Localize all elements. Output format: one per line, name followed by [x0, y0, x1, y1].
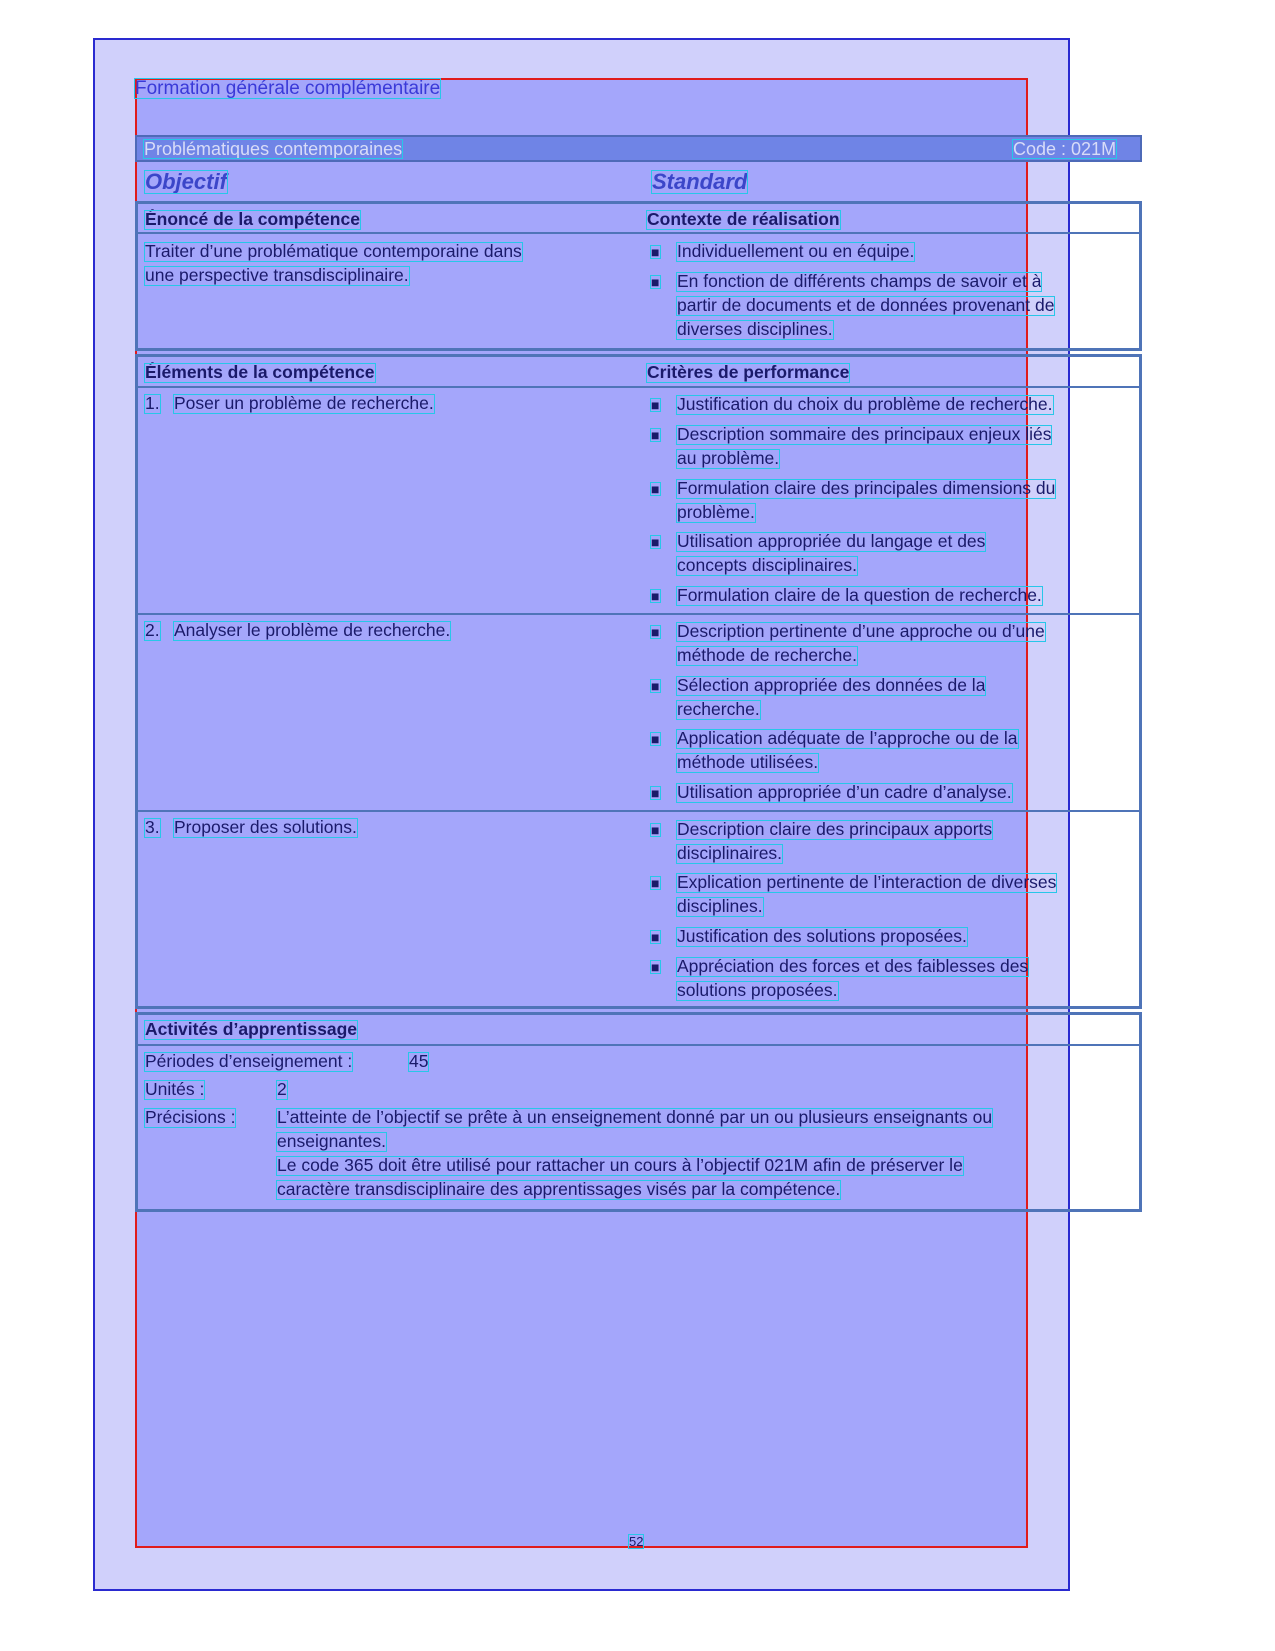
objective-heading: Objectif	[145, 169, 227, 194]
criterion: Formulation claire de la question de recherche.	[677, 585, 1042, 605]
criterion: solutions proposées.	[677, 980, 838, 1000]
activities-heading: Activités d’apprentissage	[145, 1019, 358, 1039]
precisions-label: Précisions :	[145, 1107, 236, 1127]
criterion: au problème.	[677, 448, 780, 468]
criterion: concepts disciplinaires.	[677, 555, 857, 575]
bullet-icon: ■	[651, 397, 660, 413]
criterion: Application adéquate de l’approche ou de la	[677, 728, 1018, 748]
periods-label: Périodes d’enseignement :	[145, 1051, 353, 1071]
criteria-heading: Critères de performance	[647, 362, 850, 382]
criterion: recherche.	[677, 699, 760, 719]
bullet-icon: ■	[651, 588, 660, 604]
bullet-icon: ■	[651, 731, 660, 747]
criterion: problème.	[677, 502, 755, 522]
subject-title: Problématiques contemporaines	[144, 139, 403, 159]
units-label: Unités :	[145, 1079, 205, 1099]
page-number: 52	[629, 1534, 644, 1549]
units-value: 2	[277, 1079, 287, 1099]
criterion: Utilisation appropriée d’un cadre d’analyse.	[677, 782, 1012, 802]
bullet-icon: ■	[651, 481, 660, 497]
criterion: Utilisation appropriée du langage et des	[677, 531, 986, 551]
criterion: disciplinaires.	[677, 843, 783, 863]
competence-text-line: une perspective transdisciplinaire.	[145, 265, 409, 285]
context-item: diverses disciplines.	[677, 319, 833, 339]
bullet-icon: ■	[651, 427, 660, 443]
bullet-icon: ■	[651, 678, 660, 694]
element-row-divider	[135, 810, 1142, 812]
context-item: partir de documents et de données provenant de	[677, 295, 1055, 315]
context-item: En fonction de différents champs de savoir et à	[677, 271, 1042, 291]
precisions-line: caractère transdisciplinaire des apprentissages visés par la compétence.	[277, 1179, 841, 1199]
precisions-line: L’atteinte de l’objectif se prête à un enseignement donné par un ou plusieurs enseignants ou	[277, 1107, 993, 1127]
context-heading: Contexte de réalisation	[647, 209, 840, 229]
criterion: Explication pertinente de l’interaction de diverses	[677, 872, 1057, 892]
bullet-icon: ■	[651, 534, 660, 550]
element-number: 2.	[145, 620, 160, 640]
elements-heading: Éléments de la compétence	[145, 362, 375, 382]
element-label: Analyser le problème de recherche.	[174, 620, 451, 640]
periods-value: 45	[409, 1051, 429, 1071]
criterion: Description claire des principaux apports	[677, 819, 993, 839]
element-label: Poser un problème de recherche.	[174, 393, 434, 413]
criterion: Sélection appropriée des données de la	[677, 675, 986, 695]
elements-divider	[135, 386, 1142, 388]
bullet-icon: ■	[651, 959, 660, 975]
precisions-line: Le code 365 doit être utilisé pour rattacher un cours à l’objectif 021M afin de préserver le	[277, 1155, 963, 1175]
standard-heading: Standard	[652, 169, 748, 194]
precisions-line: enseignantes.	[277, 1131, 386, 1151]
activities-divider	[135, 1044, 1142, 1046]
competence-divider	[135, 232, 1142, 234]
criterion: Justification du choix du problème de recherche.	[677, 394, 1053, 414]
context-item: Individuellement ou en équipe.	[677, 241, 915, 261]
competence-text-line: Traiter d’une problématique contemporaine dans	[145, 241, 522, 261]
criterion: disciplines.	[677, 896, 763, 916]
competence-heading: Énoncé de la compétence	[145, 209, 360, 229]
criterion: Description sommaire des principaux enjeux liés	[677, 424, 1052, 444]
element-number: 1.	[145, 393, 160, 413]
program-header: Formation générale complémentaire	[135, 78, 441, 99]
bullet-icon: ■	[651, 785, 660, 801]
criterion: Description pertinente d’une approche ou d’une	[677, 621, 1045, 641]
criterion: méthode de recherche.	[677, 645, 857, 665]
element-label: Proposer des solutions.	[174, 817, 357, 837]
element-row-divider	[135, 613, 1142, 615]
criterion: Appréciation des forces et des faiblesses des	[677, 956, 1029, 976]
criterion: méthode utilisées.	[677, 752, 819, 772]
criterion: Justification des solutions proposées.	[677, 926, 967, 946]
bullet-icon: ■	[651, 244, 660, 260]
bullet-icon: ■	[651, 875, 660, 891]
bullet-icon: ■	[651, 822, 660, 838]
criterion: Formulation claire des principales dimensions du	[677, 478, 1056, 498]
bullet-icon: ■	[651, 274, 660, 290]
element-number: 3.	[145, 817, 160, 837]
bullet-icon: ■	[651, 624, 660, 640]
bullet-icon: ■	[651, 929, 660, 945]
subject-code: Code : 021M	[1013, 139, 1117, 159]
elements-box	[135, 354, 1142, 1009]
